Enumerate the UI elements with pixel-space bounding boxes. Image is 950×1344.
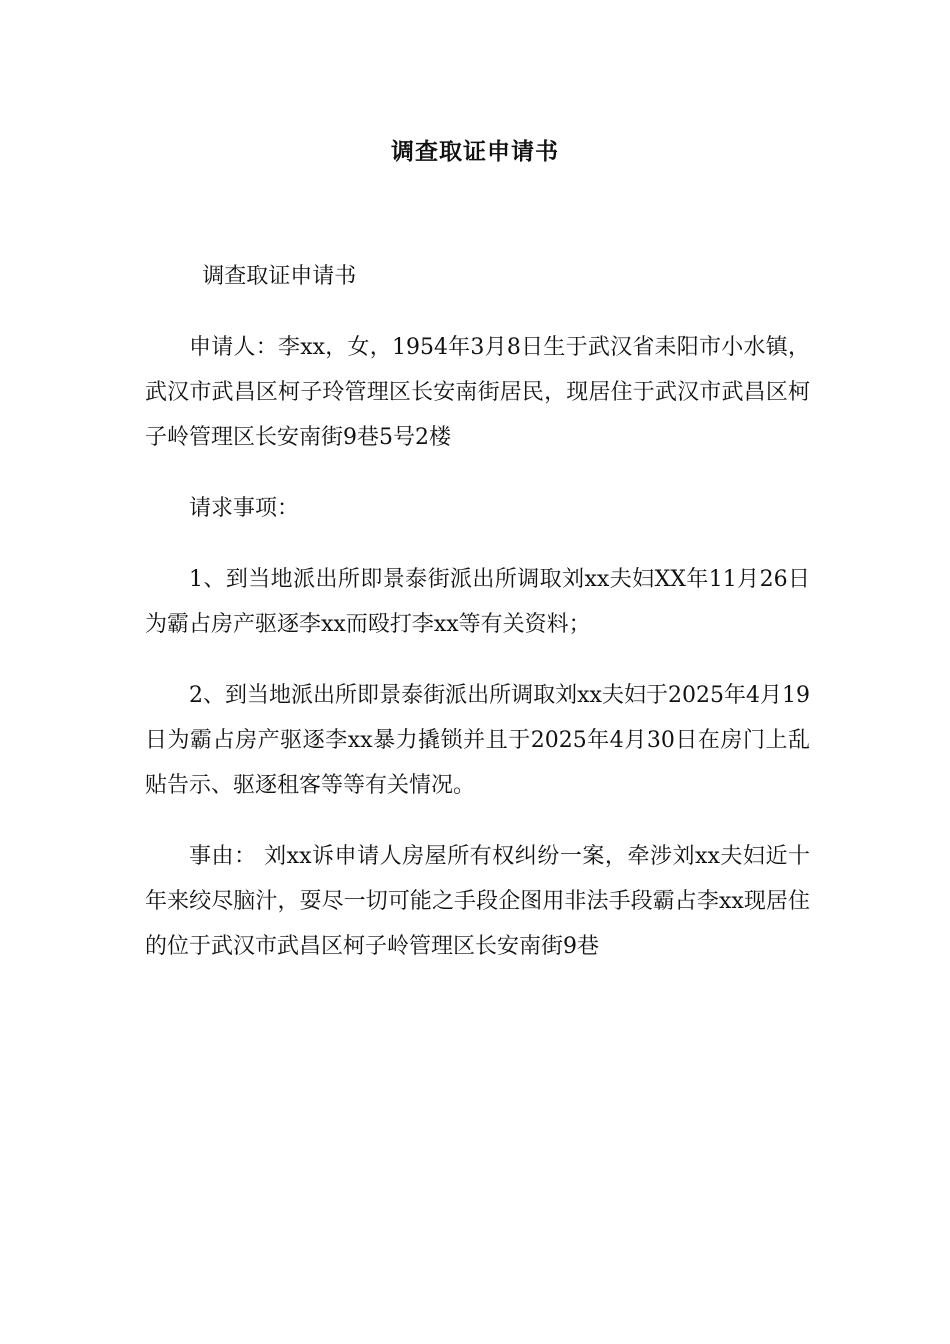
reason-paragraph: 事由： 刘xx诉申请人房屋所有权纠纷一案，牵涉刘xx夫妇近十年来绞尽脑汁，耍尽一切可能之手段企图用非法手段霸占李xx现居住的位于武汉市武昌区柯子岭管理区长安南街9巷 <box>145 844 810 959</box>
request-item-2: 2、到当地派出所即景泰街派出所调取刘xx夫妇于2025年4月19日为霸占房产驱逐李xx暴力撬锁并且于2025年4月30日在房门上乱贴告示、驱逐租客等等有关情况。 <box>145 683 810 798</box>
document-body <box>145 254 810 995</box>
request-heading: 请求事项： <box>189 496 300 521</box>
request-item-1: 1、到当地派出所即景泰街派出所调取刘xx夫妇XX年11月26日为霸占房产驱逐李xx而殴打李xx等有关资料； <box>145 567 810 637</box>
body-subtitle: 调查取证申请书 <box>202 264 357 289</box>
applicant-paragraph: 申请人：李xx，女，1954年3月8日生于武汉省耒阳市小水镇，武汉市武昌区柯子玲管理区长安南街居民，现居住于武汉市武昌区柯子岭管理区长安南街9巷5号2楼 <box>145 335 810 450</box>
document-title: 调查取证申请书 <box>391 139 559 165</box>
